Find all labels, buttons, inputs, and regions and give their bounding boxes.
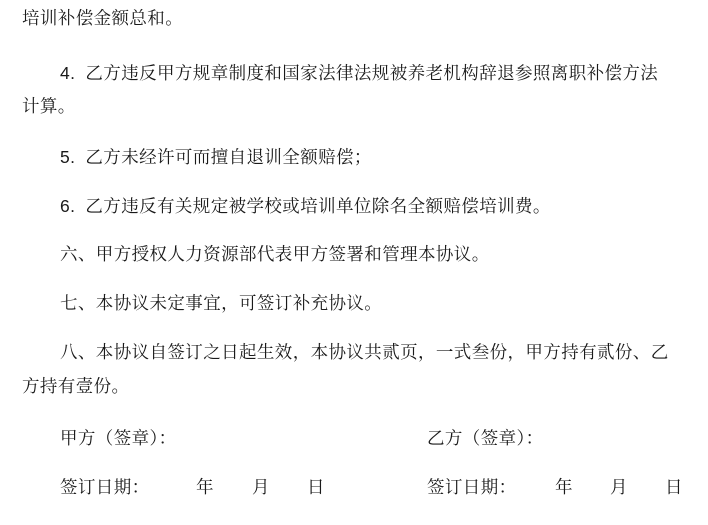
paragraph-continuation: 培训补偿金额总和。	[22, 9, 184, 29]
item-4-text: 乙方违反甲方规章制度和国家法律法规被养老机构辞退参照离职补偿方法	[85, 64, 659, 84]
party-b-day-label: 日	[665, 478, 683, 498]
item-6	[60, 195, 551, 218]
party-a-date-label: 签订日期：	[60, 478, 150, 498]
party-a-day-label: 日	[307, 478, 325, 498]
clause-7: 七、本协议未定事宜，可签订补充协议。	[60, 294, 383, 314]
date-row	[0, 477, 708, 499]
item-6-text: 乙方违反有关规定被学校或培训单位除名全额赔偿培训费。	[85, 197, 551, 217]
party-b-date-label: 签订日期：	[427, 478, 517, 498]
item-4-line-2: 计算。	[22, 97, 76, 117]
item-6-number: 6.	[60, 196, 76, 216]
clause-8-line-1: 八、本协议自签订之日起生效，本协议共贰页，一式叁份，甲方持有贰份、乙	[60, 343, 669, 363]
party-b-signature-label: 乙方（签章）：	[427, 429, 544, 449]
party-a-signature-label: 甲方（签章）：	[60, 429, 177, 449]
item-4-line-1	[60, 62, 658, 85]
party-b-year-label: 年	[555, 478, 573, 498]
party-b-month-label: 月	[610, 478, 628, 498]
item-5-text: 乙方未经许可而擅自退训全额赔偿；	[85, 148, 372, 168]
item-4-number: 4.	[60, 63, 76, 83]
party-a-year-label: 年	[196, 478, 214, 498]
signature-row	[0, 428, 708, 450]
clause-8-line-2: 方持有壹份。	[22, 377, 130, 397]
item-5	[60, 146, 372, 169]
party-a-month-label: 月	[252, 478, 270, 498]
item-5-number: 5.	[60, 147, 76, 167]
clause-6: 六、甲方授权人力资源部代表甲方签署和管理本协议。	[60, 245, 490, 265]
